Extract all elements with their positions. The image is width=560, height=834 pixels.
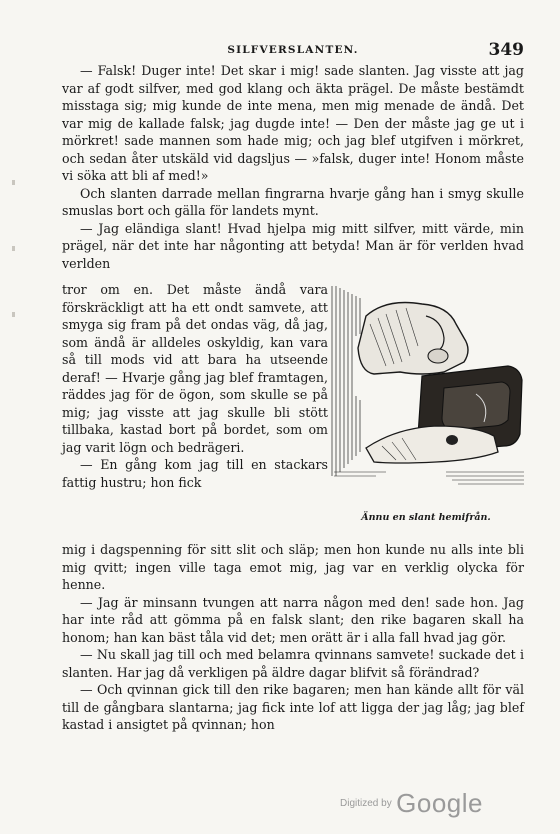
hands-with-purse-illustration <box>326 276 526 508</box>
paragraph: — Och qvinnan gick till den rike bagaren; men han kände allt för väl till de gångbara slantarna; jag fick inte lof att ligga der jag låg; jag blef kastad i ansigtet på qvinnan; hon <box>62 682 524 732</box>
margin-mark <box>12 312 15 317</box>
page-header <box>62 40 524 60</box>
running-head: SILFVERSLANTEN. <box>227 44 359 56</box>
text-block-bottom <box>62 541 524 734</box>
text-block-top <box>62 62 524 272</box>
watermark-prefix: Digitized by <box>340 798 392 809</box>
paragraph: — Falsk! Duger inte! Det skar i mig! sade slanten. Jag visste att jag var af godt silfver, med god klang och äkta prägel. De måste bestämdt misstaga sig; mig kunde de inte mena, men mig menade de ändå. Det var mig de kallade falsk; jag dugde inte! — Den der måste jag ge ut i mörkret! sade mannen som hade mig; och jag blef utgifven i mörkret, och sedan åter utskäld vid dagsljus — »falsk, duger inte! Honom måste vi söka att bli af med!» <box>62 63 524 183</box>
paragraph: — Jag är minsann tvungen att narra någon med den! sade hon. Jag har inte råd att gömma på en falsk slant; den rike bagaren skall ha honom; han kan bäst tåla vid det; men orätt är i alla fall hvad jag gör. <box>62 594 524 645</box>
paragraph: Och slanten darrade mellan fingrarna hvarje gång han i smyg skulle smuslas bort och gälla för landets mynt. <box>62 185 524 218</box>
figure-caption: Ännu en slant hemifrån. <box>361 512 491 523</box>
margin-mark <box>12 180 15 185</box>
google-logo: Google <box>396 788 483 818</box>
text-block-wrapped <box>62 281 328 491</box>
paragraph: tror om en. Det måste ändå vara förskräckligt att ha ett ondt samvete, att smyga sig fram på det ondas väg, då jag, som ändå är alldeles oskyldig, kan vara så till mods vid att bara ha utseende deraf! — Hvarje gång jag blef framtagen, räddes jag för de ögon, som skulle se på mig; jag visste att jag skulle bli stött tillbaka, kastad bort på bordet, som om jag varit lögn och bedrägeri. <box>62 282 328 455</box>
paragraph: — En gång kom jag till en stackars fattig hustru; hon fick <box>62 457 328 490</box>
paragraph: — Nu skall jag till och med belamra qvinnans samvete! suckade det i slanten. Har jag då verkligen på äldre dagar blifvit så förändrad? <box>62 647 524 680</box>
paragraph: — Jag eländiga slant! Hvad hjelpa mig mitt silfver, mitt värde, min prägel, när det inte har någonting att betyda! Man är för verlden hvad verlden <box>62 220 524 271</box>
margin-mark <box>12 246 15 251</box>
engraving-illustration <box>326 276 526 536</box>
paragraph: mig i dagspenning för sitt slit och släp; men hon kunde nu alls inte bli mig qvitt; ingen ville taga emot mig, jag var en verklig olycka för henne. <box>62 542 524 592</box>
page-number: 349 <box>488 40 524 60</box>
digitized-watermark <box>340 788 483 819</box>
